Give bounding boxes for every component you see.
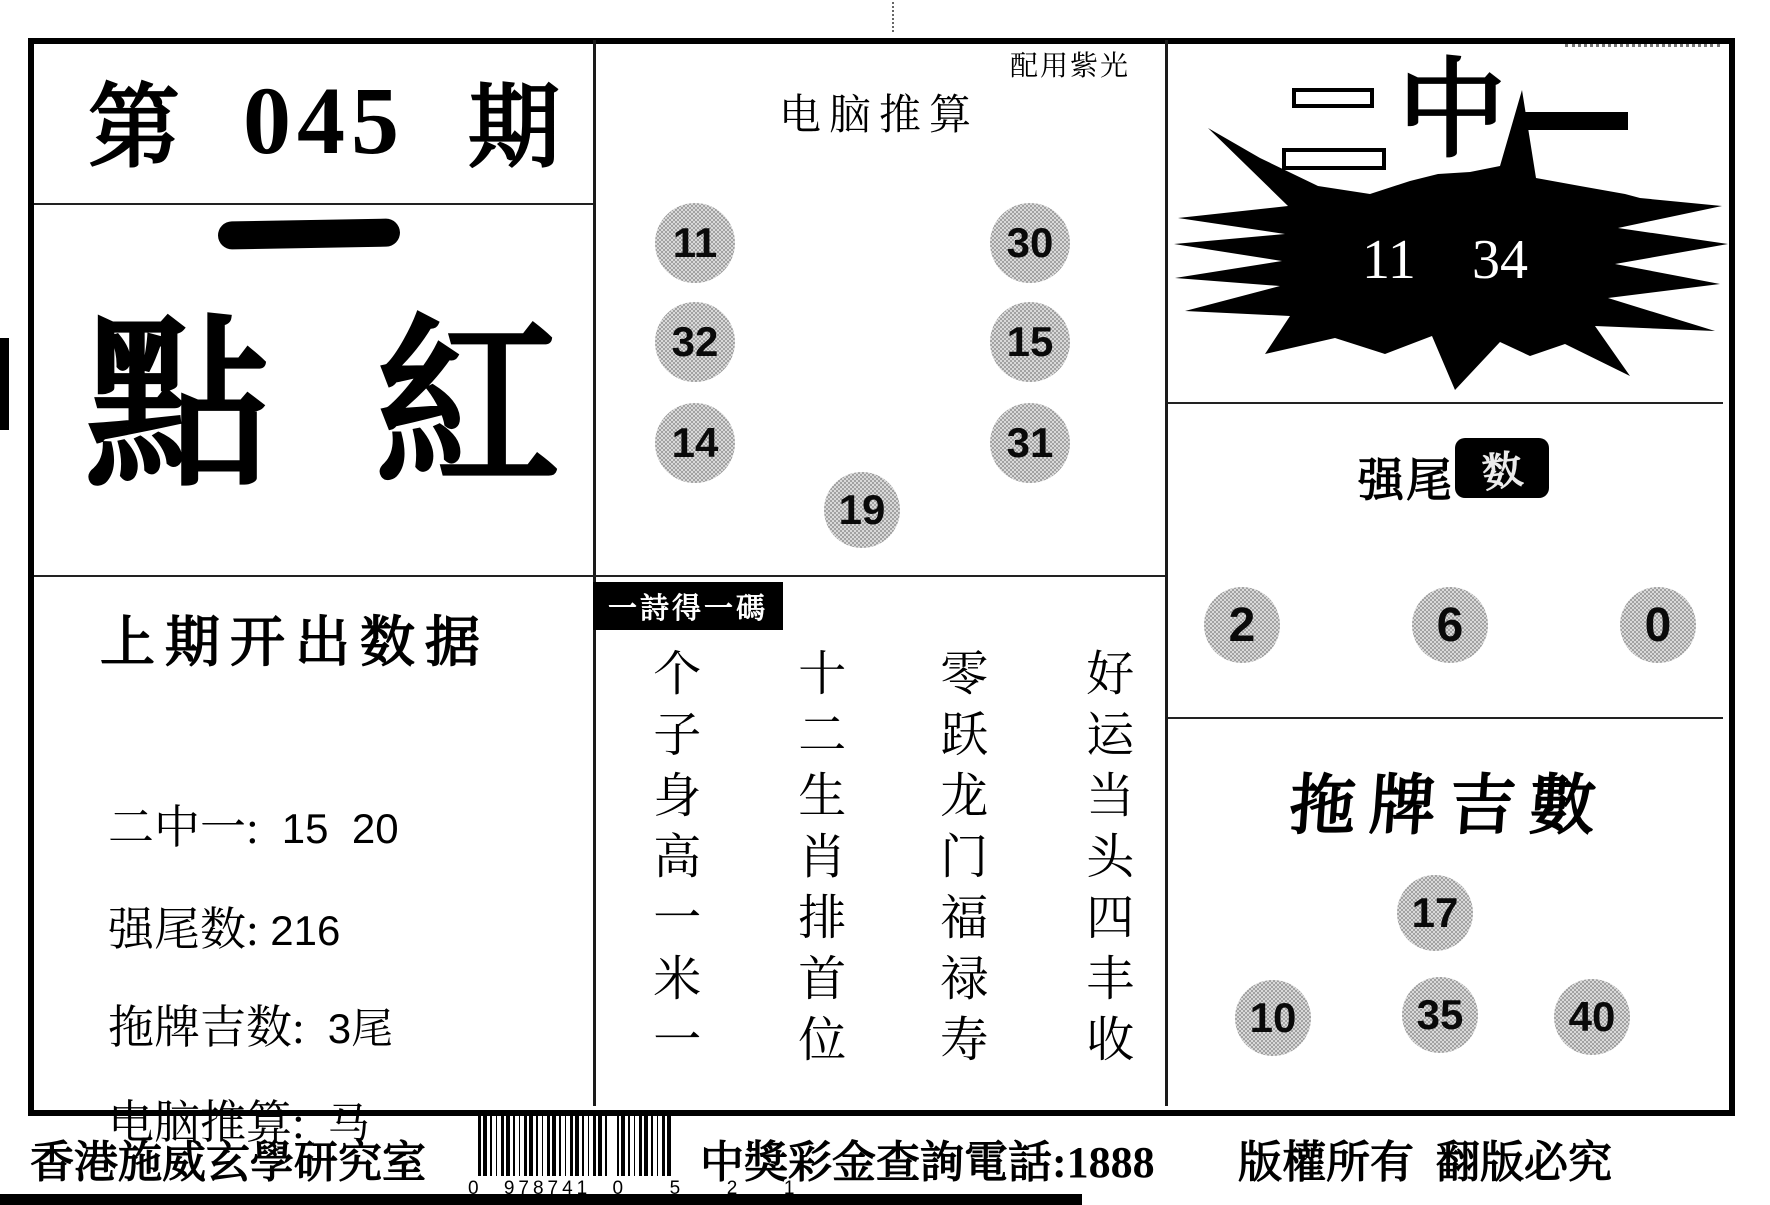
number-ball: 30 (990, 203, 1070, 283)
lucky-number-ball: 40 (1554, 979, 1630, 1055)
number-ball: 19 (824, 472, 900, 548)
computer-section-title: 电脑推算 (778, 93, 979, 139)
masthead-stroke-yi (218, 218, 400, 249)
scan-artifact-left-bar (0, 338, 9, 430)
number-ball: 14 (655, 403, 735, 483)
tail-number-ball: 6 (1412, 587, 1488, 663)
poem-column-1: 个子身高一米一 (645, 648, 699, 1075)
masthead-char-dian: 點 (85, 305, 270, 510)
footer-copyright: 版權所有 翻版必究 (1238, 1138, 1612, 1187)
number-ball: 31 (990, 403, 1070, 483)
row-value: 216 (270, 907, 341, 954)
tail-number-ball: 2 (1204, 587, 1280, 663)
number-ball: 32 (655, 302, 735, 382)
row-label: 电脑推算: (108, 1097, 305, 1148)
tail-number-ball: 0 (1620, 587, 1696, 663)
rule-under-issue (34, 203, 593, 205)
number-ball: 15 (990, 302, 1070, 382)
issue-header (88, 60, 560, 180)
footer-hotline: 中獎彩金查詢電話:1888 (700, 1138, 1155, 1187)
barcode (478, 1116, 674, 1176)
masthead-char-hong: 紅 (375, 305, 560, 510)
row-value: 3尾 (327, 1005, 394, 1052)
row-label: 二中一: (108, 802, 259, 853)
footer-studio: 香港施威玄學研究室 (30, 1138, 426, 1187)
corner-note: 配用紫光 (1010, 51, 1131, 82)
starburst (1170, 86, 1732, 398)
issue-prefix: 第 (88, 77, 181, 179)
row-value: 15 20 (281, 805, 399, 852)
star-number-2: 34 (1472, 229, 1528, 291)
poem-column-3: 零跃龙门福禄寿 (932, 648, 986, 1075)
lucky-number-ball: 35 (1402, 977, 1478, 1053)
barcode-digits: 0 978741 0 5 2 1 (468, 1178, 799, 1199)
row-label: 强尾数: (108, 904, 259, 955)
row-label: 拖牌吉数: (108, 1002, 305, 1053)
scan-artifact-top-tick (892, 2, 894, 32)
lucky-number-ball: 17 (1397, 875, 1473, 951)
masthead-title (85, 305, 560, 510)
issue-number: 045 (243, 66, 405, 174)
divider-left-middle (593, 40, 596, 1106)
issue-suffix: 期 (467, 77, 560, 179)
rule-right-1 (1168, 402, 1723, 404)
tuopai-title: 拖牌吉數 (1286, 770, 1613, 843)
erzhongyi-char-zhong: 中 (1398, 52, 1507, 171)
qiangweishu-label: 强尾 (1358, 455, 1454, 506)
last-issue-title: 上期开出数据 (99, 612, 490, 673)
poem-label: 一詩得一碼 (593, 582, 783, 630)
qiangweishu-boxed-char (1455, 438, 1549, 498)
number-ball: 11 (655, 203, 735, 283)
rule-right-2 (1168, 717, 1723, 719)
divider-middle-right (1165, 40, 1168, 1106)
rule-mid (34, 575, 1165, 577)
star-number-1: 11 (1362, 229, 1416, 291)
lucky-number-ball: 10 (1235, 980, 1311, 1056)
row-value: 马 (327, 1100, 370, 1147)
qiangweishu-boxed-glyph: 数 (1479, 445, 1526, 497)
poem-column-4: 好运当头四丰收 (1078, 648, 1132, 1075)
barcode-gap (608, 1116, 617, 1176)
poem-column-2: 十二生肖排首位 (790, 648, 844, 1075)
